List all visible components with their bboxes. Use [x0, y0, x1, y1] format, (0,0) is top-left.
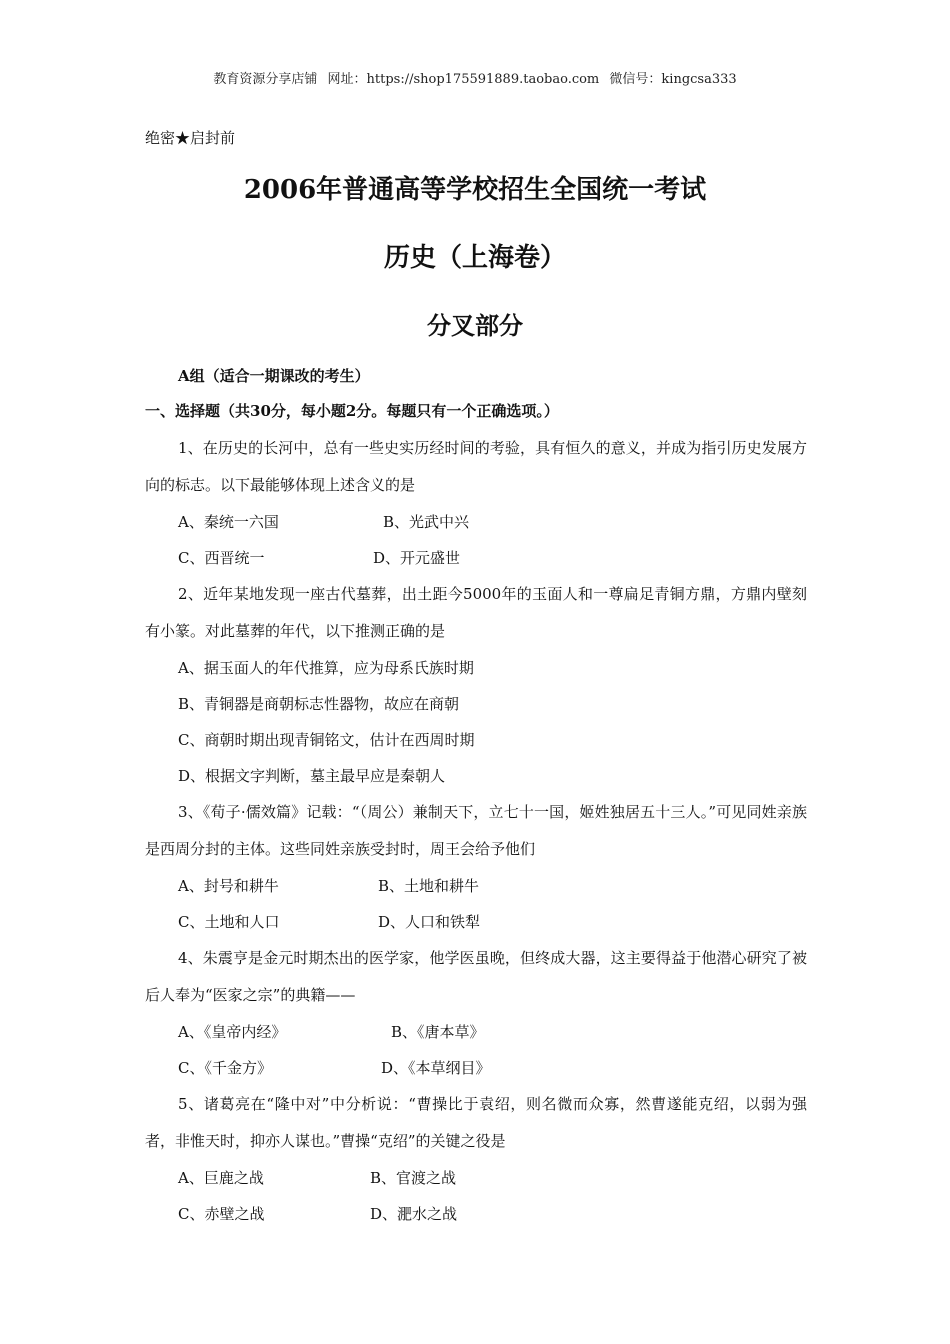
option-d: D、《本草纲目》 — [381, 1059, 491, 1077]
option-c: C、西晋统一 — [178, 549, 265, 567]
question-1-options-ab — [145, 504, 807, 540]
exam-subject: 历史（上海卷） — [383, 243, 566, 273]
option-a: A、巨鹿之战 — [178, 1169, 264, 1187]
question-5-options-ab — [145, 1160, 807, 1196]
group-label: A组（适合一期课改的考生） — [178, 367, 370, 385]
exam-title: 2006年普通高等学校招生全国统一考试 — [243, 175, 707, 205]
option-c: C、赤壁之战 — [178, 1205, 265, 1223]
question-1-options-cd — [145, 540, 807, 576]
option-a: A、秦统一六国 — [178, 513, 279, 531]
option-b: B、土地和耕牛 — [378, 877, 480, 895]
question-3-options-cd — [145, 904, 807, 940]
question-2: 2、近年某地发现一座古代墓葬，出土距今5000年的玉面人和一尊扁足青铜方鼎，方鼎内壁刻有小篆。对此墓葬的年代，以下推测正确的是 — [145, 585, 807, 640]
question-4: 4、朱震亨是金元时期杰出的医学家，他学医虽晚，但终成大器，这主要得益于他潜心研究了被后人奉为“医家之宗”的典籍—— — [145, 949, 807, 1004]
section-heading: 一、选择题（共30分，每小题2分。每题只有一个正确选项。） — [145, 402, 559, 420]
option-d: D、开元盛世 — [373, 549, 461, 567]
option-b: B、官渡之战 — [370, 1169, 457, 1187]
option-d: D、淝水之战 — [370, 1205, 458, 1223]
option-b: B、光武中兴 — [383, 513, 470, 531]
wechat-id: 微信号：kingcsa333 — [609, 72, 737, 87]
question-4-options-ab — [145, 1014, 807, 1050]
option-c: C、商朝时期出现青铜铭文，估计在西周时期 — [178, 731, 475, 749]
question-1: 1、在历史的长河中，总有一些史实历经时间的考验，具有恒久的意义，并成为指引历史发展方向的标志。以下最能够体现上述含义的是 — [145, 439, 807, 494]
exam-content — [145, 360, 807, 1232]
secret-label: 绝密★启封前 — [145, 129, 236, 147]
option-a: A、封号和耕牛 — [178, 877, 279, 895]
question-5-options-cd — [145, 1196, 807, 1232]
shop-url: 网址：https://shop175591889.taobao.com — [327, 72, 600, 87]
question-3: 3、《荀子·儒效篇》记载：“（周公）兼制天下，立七十一国，姬姓独居五十三人。”可见同姓亲族是西周分封的主体。这些同姓亲族受封时，周王会给予他们 — [145, 803, 807, 858]
exam-part: 分叉部分 — [427, 311, 523, 340]
shop-name: 教育资源分享店铺 — [213, 72, 318, 87]
option-a: A、据玉面人的年代推算，应为母系氏族时期 — [178, 659, 474, 677]
option-d: D、人口和铁犁 — [378, 913, 481, 931]
option-b: B、青铜器是商朝标志性器物，故应在商朝 — [178, 695, 460, 713]
question-5: 5、诸葛亮在“隆中对”中分析说：“曹操比于袁绍，则名微而众寡，然曹遂能克绍，以弱为强者，非惟天时，抑亦人谋也。”曹操“克绍”的关键之役是 — [145, 1095, 807, 1150]
question-3-options-ab — [145, 868, 807, 904]
page-header — [0, 68, 950, 87]
option-b: B、《唐本草》 — [391, 1023, 485, 1041]
option-c: C、《千金方》 — [178, 1059, 272, 1077]
option-a: A、《皇帝内经》 — [178, 1023, 287, 1041]
option-d: D、根据文字判断，墓主最早应是秦朝人 — [178, 767, 446, 785]
option-c: C、土地和人口 — [178, 913, 280, 931]
question-4-options-cd — [145, 1050, 807, 1086]
